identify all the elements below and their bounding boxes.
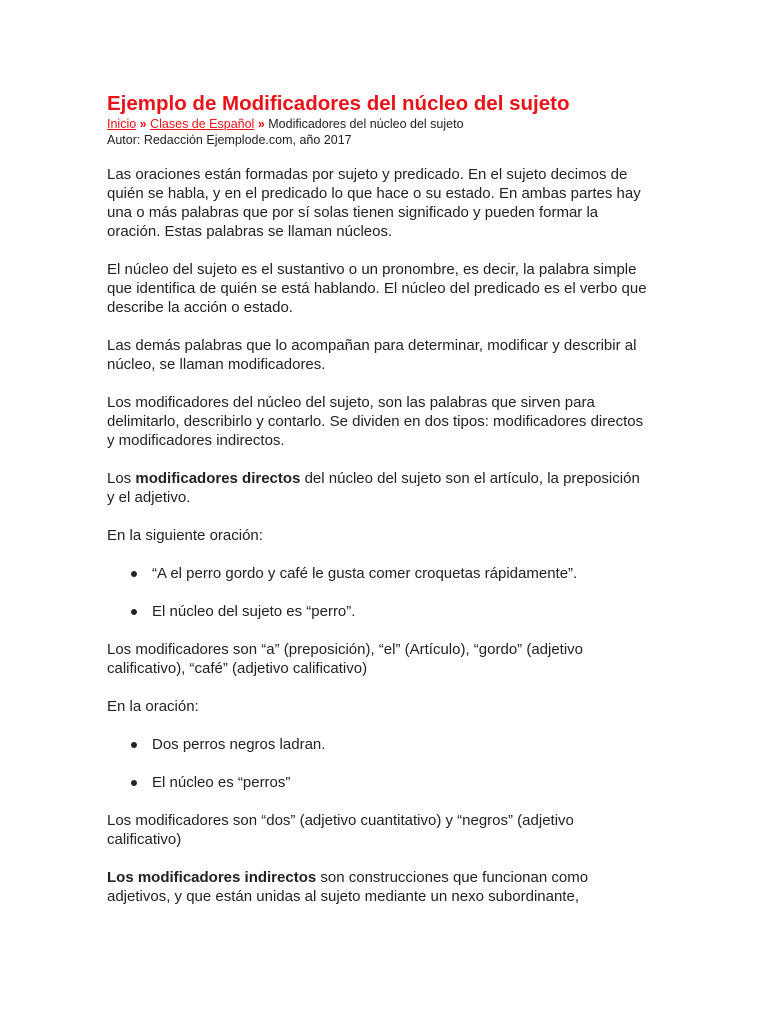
indirect-modifiers-term: Los modificadores indirectos [107, 869, 317, 886]
article-title: Ejemplo de Modificadores del núcleo del sujeto [107, 92, 570, 115]
breadcrumb-separator: » [139, 117, 147, 131]
example-intro: En la oración: [107, 698, 199, 715]
breadcrumb-separator: » [257, 117, 265, 131]
breadcrumb [107, 116, 647, 132]
paragraph: Las demás palabras que lo acompañan para determinar, modificar y describir al núcleo, se llaman modificadores. [107, 337, 637, 373]
list-item: “A el perro gordo y café le gusta comer croquetas rápidamente”. [107, 564, 647, 583]
list-item: El núcleo es “perros” [107, 773, 647, 792]
indirect-modifiers-paragraph: Los modificadores indirectos son construcciones que funcionan como adjetivos, y que están unidas al sujeto mediante un nexo subordinante, [107, 869, 589, 905]
list-item: El núcleo del sujeto es “perro”. [107, 602, 647, 621]
paragraph: El núcleo del sujeto es el sustantivo o un pronombre, es decir, la palabra simple que identifica de quién se está hablando. El núcleo del predicado es el verbo que describe la acción o estado. [107, 261, 647, 316]
example-explanation: Los modificadores son “a” (preposición), “el” (Artículo), “gordo” (adjetivo calificativo), “café” (adjetivo calificativo) [107, 641, 584, 677]
article [107, 92, 647, 925]
list-item: Dos perros negros ladran. [107, 735, 647, 754]
breadcrumb-home-link[interactable]: Inicio [107, 117, 137, 131]
direct-modifiers-paragraph: Los modificadores directos del núcleo del sujeto son el artículo, la preposición y el adjetivo. [107, 470, 640, 506]
example-intro: En la siguiente oración: [107, 527, 263, 544]
example-list [107, 735, 647, 792]
bullet-icon [131, 742, 137, 748]
breadcrumb-current: Modificadores del núcleo del sujeto [268, 117, 464, 131]
bullet-icon [131, 571, 137, 577]
bullet-icon [131, 609, 137, 615]
example-list [107, 564, 647, 621]
author-line: Autor: Redacción Ejemplode.com, año 2017 [107, 133, 352, 147]
breadcrumb-category-link[interactable]: Clases de Español [150, 117, 255, 131]
direct-modifiers-term: modificadores directos [135, 470, 301, 487]
paragraph: Los modificadores del núcleo del sujeto, son las palabras que sirven para delimitarlo, describirlo y contarlo. Se dividen en dos tipos: modificadores directos y modificadores indirectos. [107, 394, 644, 449]
bullet-icon [131, 780, 137, 786]
paragraph: Las oraciones están formadas por sujeto y predicado. En el sujeto decimos de quién se habla, y en el predicado lo que hace o su estado. En ambas partes hay una o más palabras que por sí solas tienen significado y pueden formar la oración. Estas palabras se llaman núcleos. [107, 166, 641, 240]
example-explanation: Los modificadores son “dos” (adjetivo cuantitativo) y “negros” (adjetivo calificativo) [107, 812, 574, 848]
